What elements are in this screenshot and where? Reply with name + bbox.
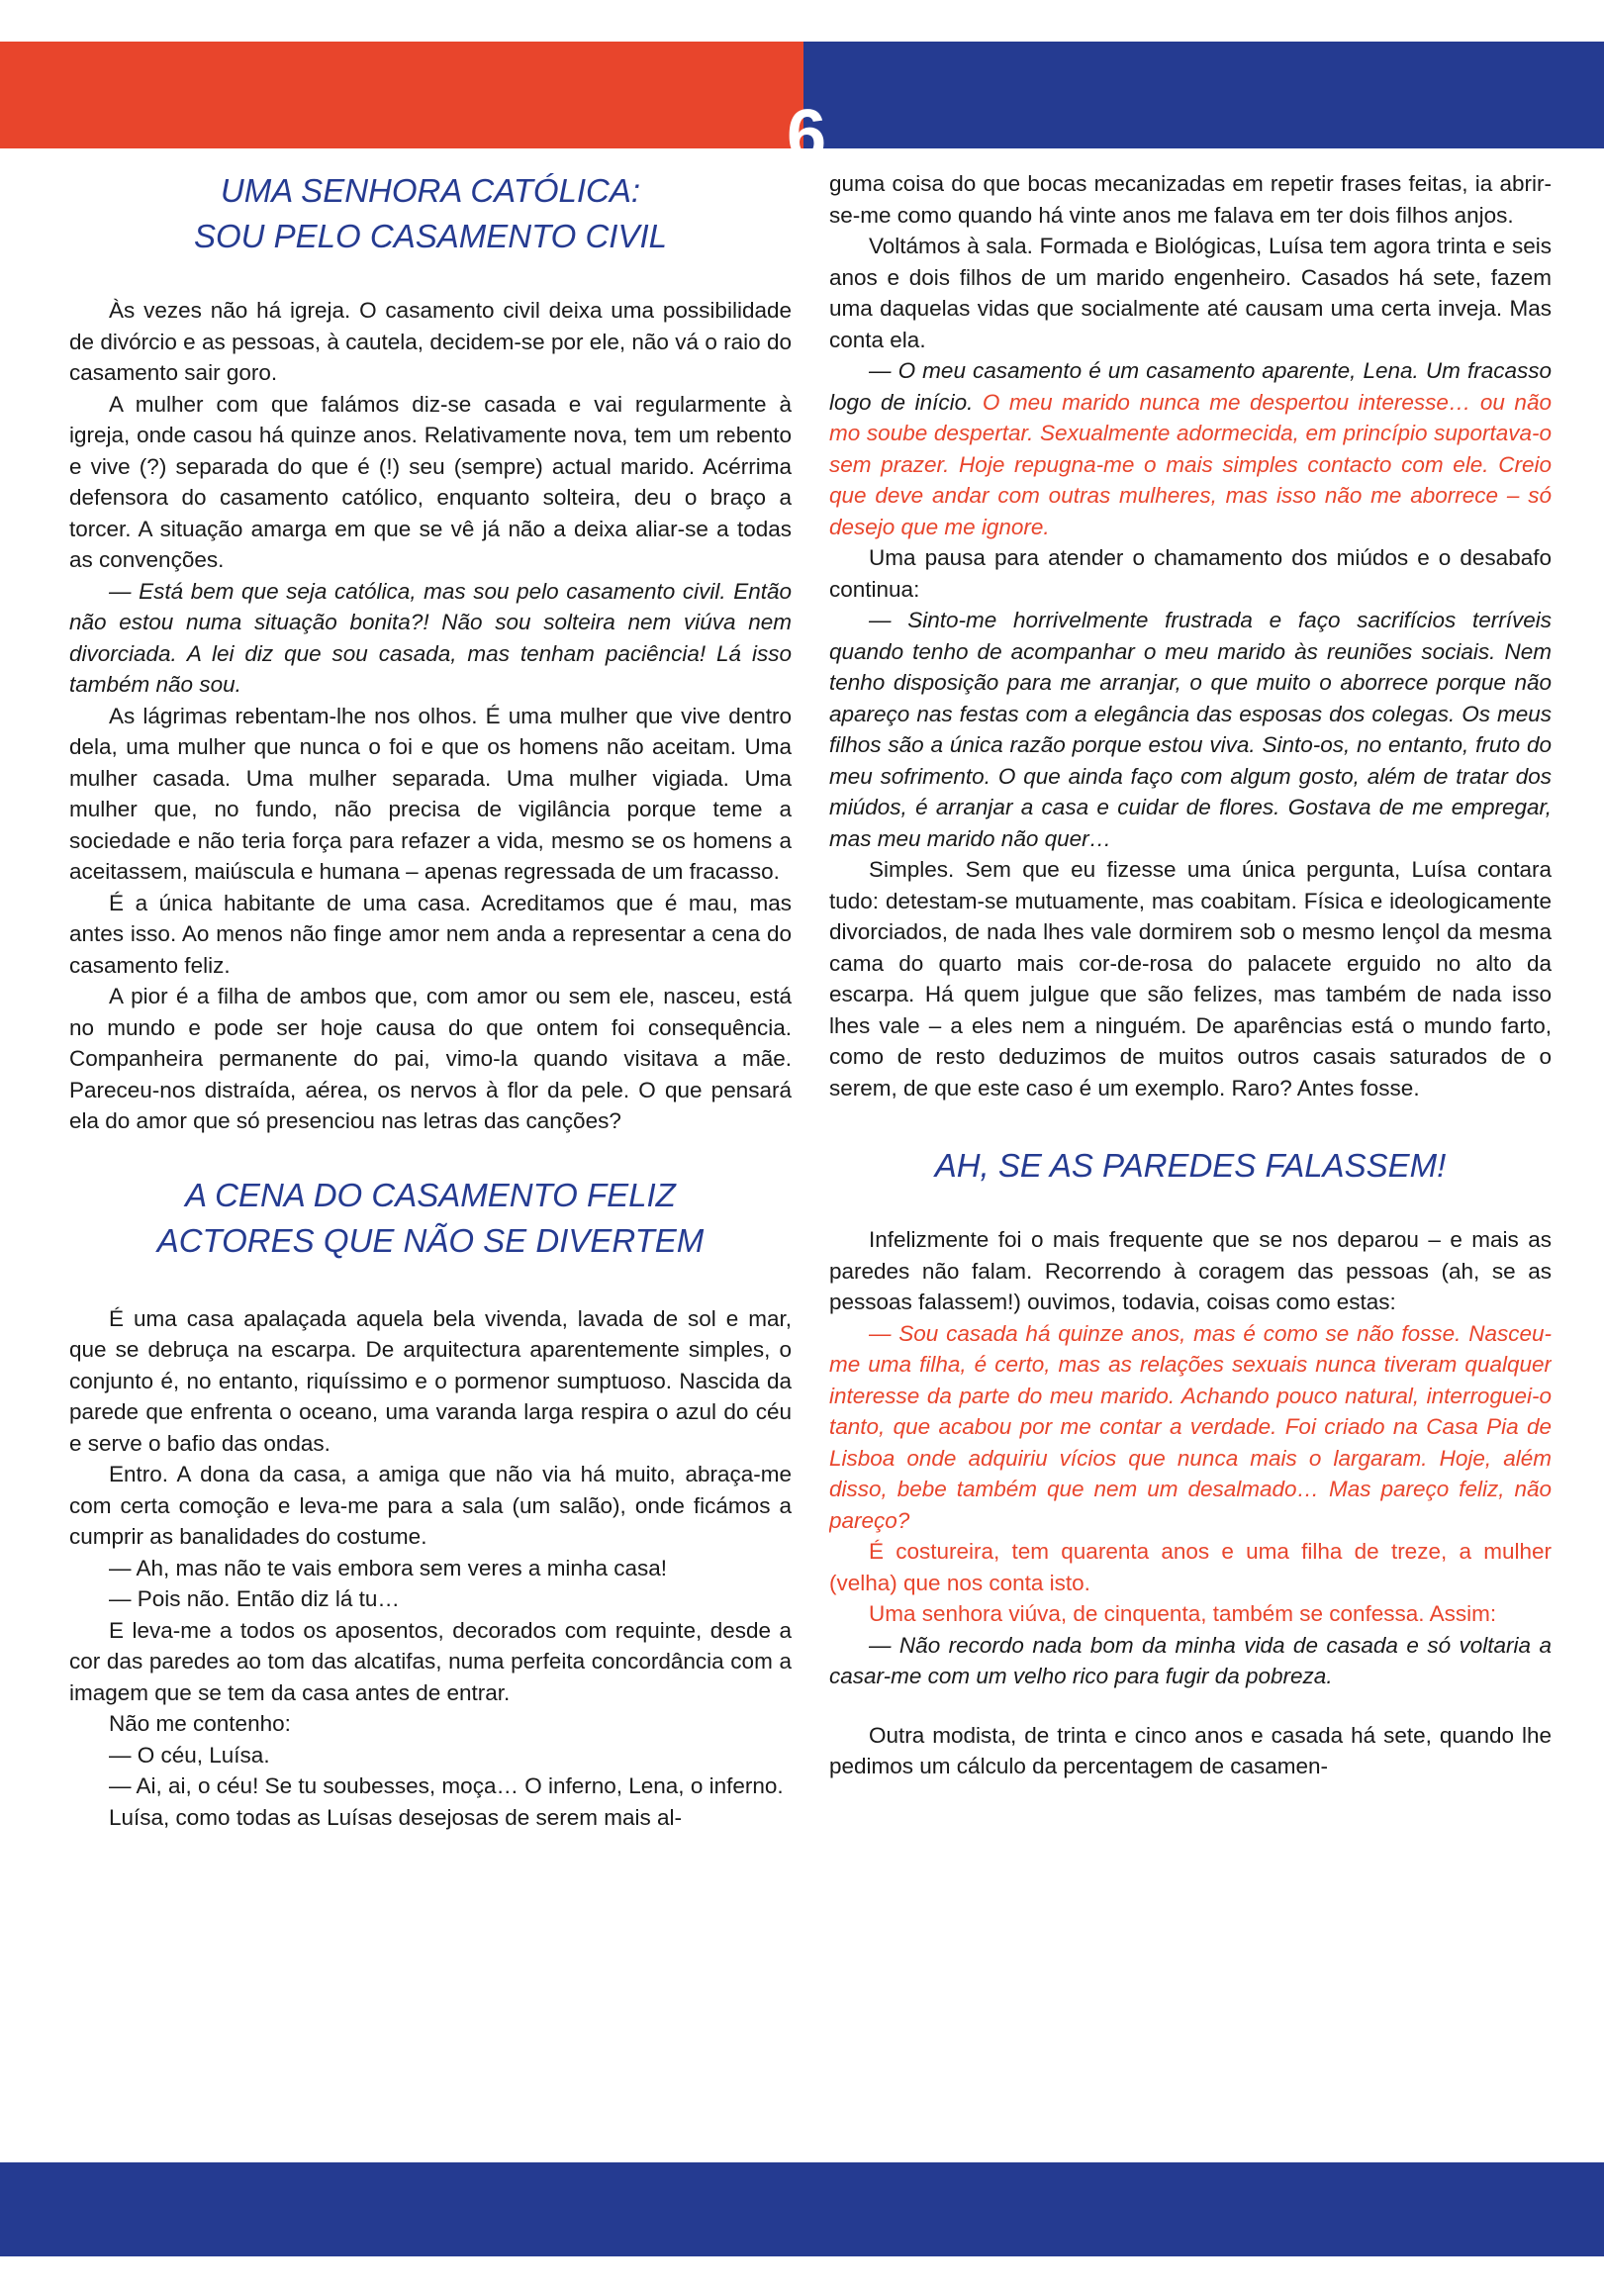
page-number: 6 — [786, 96, 827, 175]
paragraph: Entro. A dona da casa, a amiga que não via há muito, abraça-me com certa comoção e leva-me para a sala (um salão), onde ficámos a cumprir as banalidades do costume. — [69, 1462, 792, 1549]
paragraph: Infelizmente foi o mais frequente que se nos deparou – e mais as paredes não falam. Recorrendo à coragem das pessoas (ah, se as pessoas falassem!) ouvimos, todavia, coisas como estas: — [829, 1227, 1552, 1314]
left-column — [69, 168, 792, 2138]
paragraph: A pior é a filha de ambos que, com amor ou sem ele, nasceu, está no mundo e pode ser hoje causa do que ontem foi consequência. Companheira permanente do pai, vimo-la quando visitava a mãe. Pareceu-nos distraída, aérea, os nervos à flor da pele. O que pensará ela do amor que só presenciou nas letras das canções? — [69, 984, 792, 1133]
dialogue-line: — O céu, Luísa. — [109, 1742, 270, 1768]
section-heading-2 — [69, 1173, 792, 1264]
paragraph: Outra modista, de trinta e cinco anos e casada há sete, quando lhe pedimos um cálculo da percentagem de casamen- — [829, 1722, 1552, 1778]
paragraph: Voltámos à sala. Formada e Biológicas, Luísa tem agora trinta e seis anos e dois filhos de um marido engenheiro. Casados há sete, fazem uma daquelas vidas que socialmente até causam uma certa inveja. Mas conta ela. — [829, 234, 1552, 352]
heading-2-line-1: A CENA DO CASAMENTO FELIZ — [185, 1176, 676, 1213]
quote-paragraph: — Sinto-me horrivelmente frustrada e faço sacrifícios terríveis quando tenho de acompanhar o meu marido às reuniões sociais. Nem tenho disposição para me arranjar, o que muito o aborrece porque não apareço nas festas com a elegância das esposas dos colegas. Os meus filhos são a única razão porque estou viva. Sinto-os, no entanto, fruto do meu sofrimento. O que ainda faço com algum gosto, além de tratar dos miúdos, é arranjar a casa e cuidar de flores. Gostava de me empregar, mas meu marido não quer… — [829, 608, 1552, 851]
quote-paragraph: — Está bem que seja católica, mas sou pelo casamento civil. Então não estou numa situação bonita?! Não sou solteira nem viúva nem divorciada. A lei diz que sou casada, mas tenham paciência! Lá isso também não sou. — [69, 578, 792, 697]
quote-paragraph: — Não recordo nada bom da minha vida de casada e só voltaria a casar-me com um velho rico para fugir da pobreza. — [829, 1632, 1552, 1688]
dialogue-line: — Pois não. Então diz lá tu… — [109, 1586, 400, 1611]
paragraph: As lágrimas rebentam-lhe nos olhos. É uma mulher que vive dentro dela, uma mulher que nunca o foi e que os homens não aceitam. Uma mulher casada. Uma mulher separada. Uma mulher vigiada. Uma mulher que, no fundo, não precisa de vigilância porque teme a sociedade e não teria força para refazer a vida, mesmo se os homens a aceitassem, maiúscula e humana – apenas regressada de um fracasso. — [69, 703, 792, 884]
paragraph: É uma casa apalaçada aquela bela vivenda, lavada de sol e mar, que se debruça na escarpa. De arquitectura aparentemente simples, o conjunto é, no entanto, riquíssimo e o pormenor sumptuoso. Nascida da parede que enfrenta o oceano, uma varanda larga respira o azul do céu e serve o bafio das ondas. — [69, 1305, 792, 1456]
quote-highlight: O meu marido nunca me despertou interesse… ou não mo soube despertar. Sexualmente adormecida, em princípio suportava-o sem prazer. Hoje repugna-me o mais simples contacto com ele. Creio que deve andar com outras mulheres, mas isso não me aborrece – só desejo que me ignore. — [829, 389, 1552, 539]
paragraph: Luísa, como todas as Luísas desejosas de serem mais al- — [109, 1804, 683, 1830]
section-heading-1 — [69, 168, 792, 259]
quote-highlight-paragraph: — Sou casada há quinze anos, mas é como se não fosse. Nasceu-me uma filha, é certo, mas as relações sexuais nunca tiveram qualquer interesse da parte do meu marido. Achando pouco natural, interroguei-o tanto, que acabou por me contar a verdade. Foi criado na Casa Pia de Lisboa onde adquiriu vícios que nunca mais o largaram. Hoje, além disso, bebe também que nem um desalmado… Mas pareço feliz, não pareço? — [829, 1320, 1552, 1533]
heading-2-line-2: ACTORES QUE NÃO SE DIVERTEM — [156, 1221, 705, 1259]
highlight-paragraph: É costureira, tem quarenta anos e uma filha de treze, a mulher (velha) que nos conta isto. — [829, 1539, 1552, 1595]
dialogue-line: — Ai, ai, o céu! Se tu soubesses, moça… O inferno, Lena, o inferno. — [109, 1773, 784, 1798]
dialogue-line: — Ah, mas não te vais embora sem veres a minha casa! — [109, 1555, 668, 1580]
heading-1-line-2: SOU PELO CASAMENTO CIVIL — [193, 218, 668, 254]
top-banner-blue — [803, 42, 1604, 148]
paragraph: guma coisa do que bocas mecanizadas em repetir frases feitas, ia abrir-se-me como quando há vinte anos me falava em ter dois filhos anjos. — [829, 171, 1552, 228]
quote-paragraph — [829, 355, 1552, 542]
heading-1-line-1: UMA SENHORA CATÓLICA: — [220, 172, 641, 209]
paragraph: Às vezes não há igreja. O casamento civil deixa uma possibilidade de divórcio e as pessoas, à cautela, decidem-se por ele, não vá o raio do casamento sair goro. — [69, 298, 792, 385]
section-heading-3: AH, SE AS PAREDES FALASSEM! — [934, 1147, 1447, 1184]
right-column — [829, 168, 1552, 2138]
bottom-banner — [0, 2162, 1604, 2256]
paragraph: A mulher com que falámos diz-se casada e vai regularmente à igreja, onde casou há quinze anos. Relativamente nova, tem um rebento e vive (?) separada do que é (!) seu (sempre) actual marido. Acérrima defensora do casamento católico, enquanto solteira, deu o braço a torcer. A situação amarga em que se vê já não a deixa aliar-se a todas as convenções. — [69, 391, 792, 572]
quote-text: — O meu casamento é um casamento aparente, Lena. Um fracasso logo de início. — [829, 358, 1552, 415]
paragraph: Uma pausa para atender o chamamento dos miúdos e o desabafo continua: — [829, 545, 1552, 602]
top-banner — [0, 42, 1604, 175]
highlight-paragraph: Uma senhora viúva, de cinquenta, também se confessa. Assim: — [869, 1601, 1497, 1626]
paragraph: Não me contenho: — [109, 1711, 291, 1736]
paragraph: É a única habitante de uma casa. Acreditamos que é mau, mas antes isso. Ao menos não finge amor nem anda a representar a cena do casamento feliz. — [69, 890, 792, 978]
paragraph: Simples. Sem que eu fizesse uma única pergunta, Luísa contara tudo: detestam-se mutuamente, mas coabitam. Física e ideologicamente divorciados, de nada lhes vale dormirem sob o mesmo lençol da mesma cama do quarto mais cor-de-rosa do palacete erguido no alto da escarpa. Há quem julgue que são felizes, mas também de nada isso lhes vale – a eles nem a ninguém. De aparências está o mundo farto, como de resto deduzimos de muitos outros casais saturados de o serem, de que este caso é um exemplo. Raro? Antes fosse. — [829, 857, 1552, 1100]
paragraph: E leva-me a todos os aposentos, decorados com requinte, desde a cor das paredes ao tom das alcatifas, numa perfeita concordância com a imagem que se tem da casa antes de entrar. — [69, 1617, 792, 1705]
top-banner-red — [0, 42, 803, 148]
